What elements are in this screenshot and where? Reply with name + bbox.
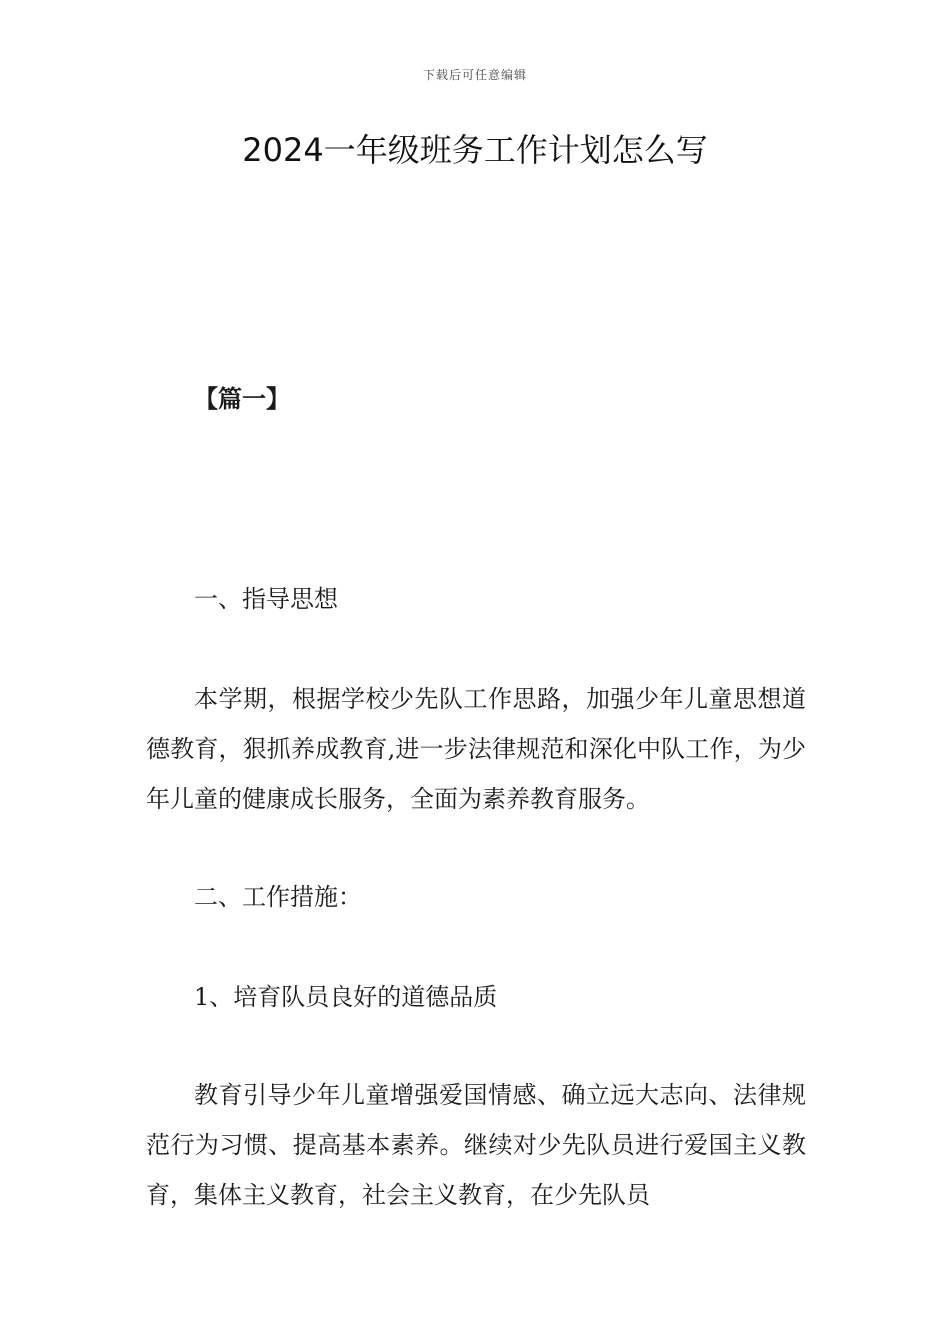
section-tag: 【篇一】 [194,384,290,413]
heading-guiding-ideology: 一、指导思想 [194,585,338,613]
paragraph-guiding-ideology: 本学期，根据学校少先队工作思路，加强少年儿童思想道德教育，狠抓养成教育,进一步法律规范和深化中队工作，为少年儿童的健康成长服务，全面为素养教育服务。 [146,685,806,813]
page-title: 2024一年级班务工作计划怎么写 [242,131,708,169]
heading-work-measures: 二、工作措施： [194,883,362,911]
header-note: 下载后可任意编辑 [422,68,527,82]
paragraph-moral-quality: 教育引导少年儿童增强爱国情感、确立远大志向、法律规范行为习惯、提高基本素养。继续对少先队员进行爱国主义教育，集体主义教育，社会主义教育，在少先队员 [146,1081,806,1209]
heading-moral-quality: 1、培育队员良好的道德品质 [194,983,498,1011]
